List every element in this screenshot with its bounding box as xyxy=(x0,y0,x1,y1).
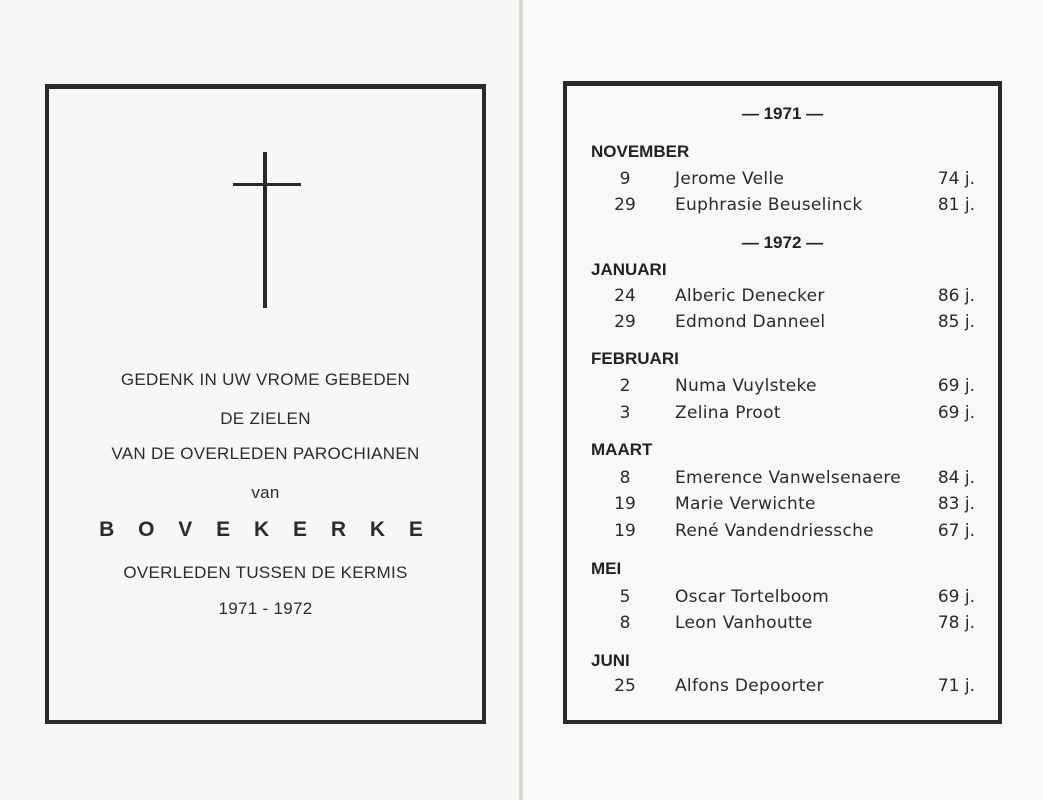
memorial-years: 1971 - 1972 xyxy=(218,599,313,618)
memorial-line-1: GEDENK IN UW VROME GEBEDEN xyxy=(120,370,411,389)
month-heading-juni: JUNI xyxy=(591,651,630,670)
deceased-age: 67 j. xyxy=(937,521,975,541)
deceased-name: Alberic Denecker xyxy=(675,286,825,306)
memorial-line-3: VAN DE OVERLEDEN PAROCHIANEN xyxy=(111,444,420,463)
list-item xyxy=(567,312,998,336)
death-day: 29 xyxy=(614,195,636,215)
list-item xyxy=(567,195,998,219)
death-day: 24 xyxy=(614,286,636,306)
list-item xyxy=(567,468,998,492)
deceased-age: 71 j. xyxy=(937,676,975,696)
death-day: 29 xyxy=(614,312,636,332)
deceased-name: Oscar Tortelboom xyxy=(675,587,830,607)
deceased-name: Marie Verwichte xyxy=(675,494,816,514)
deceased-name: Alfons Depoorter xyxy=(675,676,824,696)
deceased-age: 69 j. xyxy=(937,587,975,607)
deceased-name: Emerence Vanwelsenaere xyxy=(675,468,902,488)
month-heading-maart: MAART xyxy=(591,440,653,459)
death-day: 19 xyxy=(614,494,636,514)
death-day: 5 xyxy=(619,587,631,607)
list-item xyxy=(567,376,998,400)
month-heading-februari: FEBRUARI xyxy=(591,349,679,368)
deceased-age: 69 j. xyxy=(937,376,975,396)
list-item xyxy=(567,169,998,193)
deceased-name: Zelina Proot xyxy=(675,403,781,423)
deceased-name: Numa Vuylsteke xyxy=(675,376,817,396)
deceased-age: 81 j. xyxy=(937,195,975,215)
death-day: 3 xyxy=(619,403,631,423)
death-day: 8 xyxy=(619,613,631,633)
deceased-name: Edmond Danneel xyxy=(675,312,826,332)
list-item xyxy=(567,587,998,611)
death-day: 19 xyxy=(614,521,636,541)
deceased-age: 84 j. xyxy=(937,468,975,488)
parish-name: B O V E K E R K E xyxy=(99,518,432,541)
year-heading-1971: — 1971 — xyxy=(741,104,824,123)
deceased-age: 69 j. xyxy=(937,403,975,423)
deceased-name: René Vandendriessche xyxy=(675,521,874,541)
month-heading-november: NOVEMBER xyxy=(591,142,690,161)
memorial-line-2: DE ZIELEN xyxy=(220,409,311,428)
list-item xyxy=(567,403,998,427)
deceased-age: 86 j. xyxy=(937,286,975,306)
year-heading-1972: — 1972 — xyxy=(741,233,824,252)
list-item xyxy=(567,521,998,545)
deceased-name: Jerome Velle xyxy=(675,169,785,189)
memorial-line-kermis: OVERLEDEN TUSSEN DE KERMIS xyxy=(123,563,408,582)
death-day: 25 xyxy=(614,676,636,696)
deceased-age: 85 j. xyxy=(937,312,975,332)
deceased-age: 83 j. xyxy=(937,494,975,514)
list-item xyxy=(567,676,998,700)
list-item xyxy=(567,494,998,518)
death-day: 9 xyxy=(619,169,631,189)
cross-icon-bar xyxy=(233,183,301,186)
deceased-name: Euphrasie Beuselinck xyxy=(675,195,863,215)
deceased-age: 78 j. xyxy=(937,613,975,633)
deceased-name: Leon Vanhoutte xyxy=(675,613,813,633)
page-fold xyxy=(519,0,523,800)
death-day: 8 xyxy=(619,468,631,488)
list-item xyxy=(567,613,998,637)
cross-icon xyxy=(263,152,267,308)
month-heading-januari: JANUARI xyxy=(591,260,667,279)
deceased-age: 74 j. xyxy=(937,169,975,189)
memorial-line-van: van xyxy=(251,483,280,502)
list-item xyxy=(567,286,998,310)
death-day: 2 xyxy=(619,376,631,396)
month-heading-mei: MEI xyxy=(591,559,622,578)
